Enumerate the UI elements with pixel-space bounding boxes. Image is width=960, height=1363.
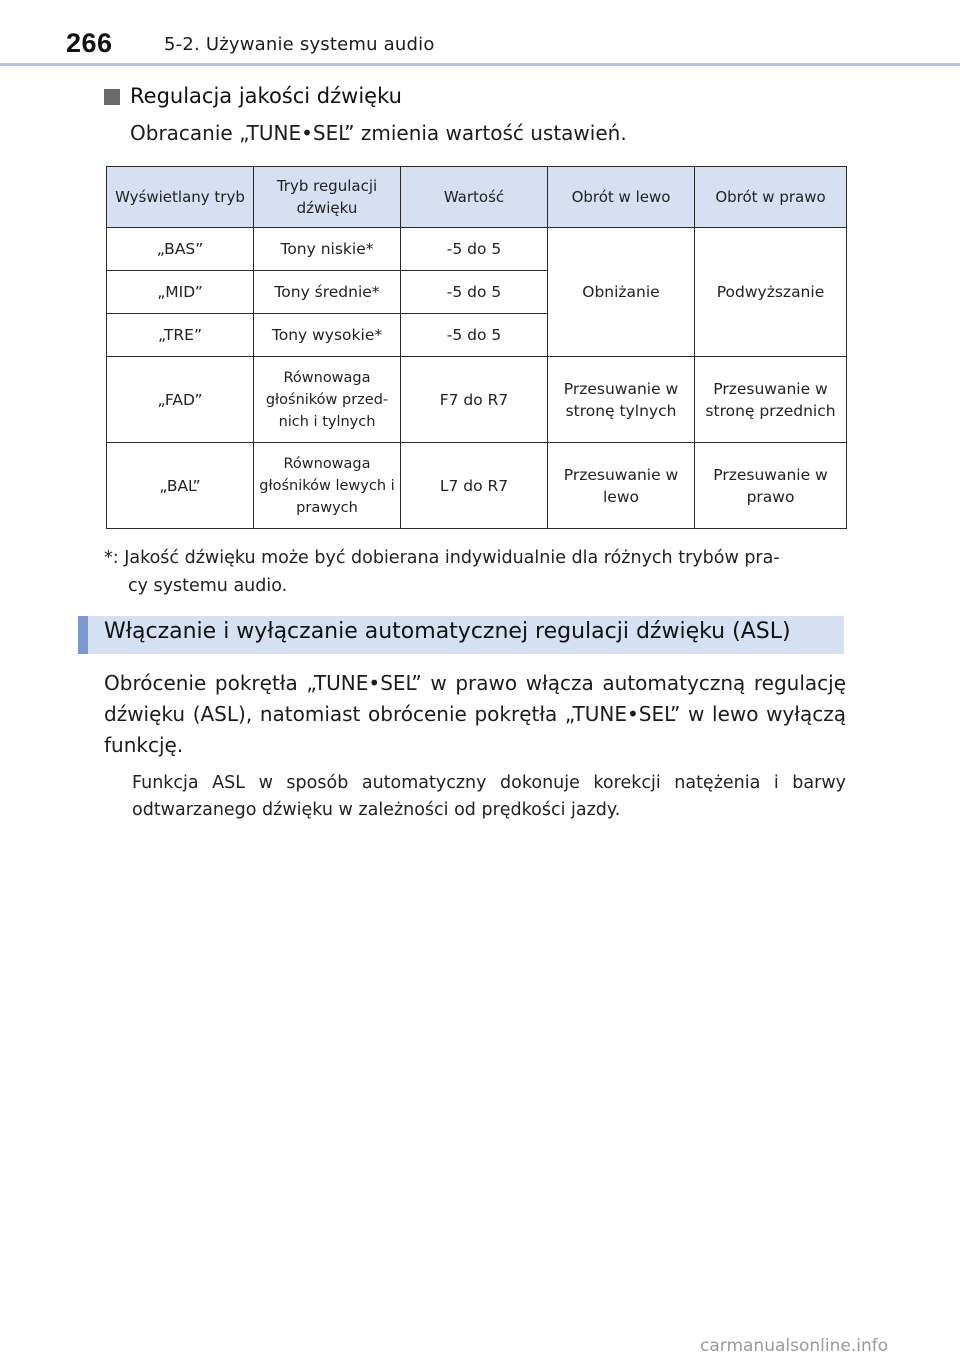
cell-value: -5 do 5 (401, 314, 548, 357)
table-row (107, 228, 847, 271)
table-header-row (107, 167, 847, 228)
cell-mode: „BAS” (107, 228, 254, 271)
cell-value: -5 do 5 (401, 271, 548, 314)
table-footnote (104, 544, 846, 600)
asl-note-text: Funkcja ASL w sposób automatyczny dokonuje korekcji natężenia i barwy odtwarzanego dźwięku w zależności od prędkości jazdy. (132, 773, 846, 820)
sound-quality-heading-text: Regulacja jakości dźwięku (130, 84, 402, 108)
header-adjust-mode: Tryb regulacji dźwięku (254, 167, 401, 228)
header-value: Wartość (401, 167, 548, 228)
cell-tone-right: Podwyższanie (695, 228, 847, 357)
square-bullet-icon (104, 89, 120, 105)
header-turn-left: Obrót w lewo (548, 167, 695, 228)
asl-section-title: Włączanie i wyłączanie automatycznej regulacji dźwięku (ASL) (104, 619, 791, 644)
banner-accent-bar (78, 616, 88, 654)
cell-turn-left: Przesuwanie w lewo (548, 443, 695, 529)
page-header (0, 0, 960, 64)
header-divider (0, 63, 960, 66)
cell-turn-left: Przesuwanie w stronę tylnych (548, 357, 695, 443)
cell-mode: „TRE” (107, 314, 254, 357)
cell-value: -5 do 5 (401, 228, 548, 271)
table-row (107, 443, 847, 529)
sound-quality-heading (104, 84, 402, 108)
cell-mode: „BAL” (107, 443, 254, 529)
cell-mode: „MID” (107, 271, 254, 314)
cell-adjust: Równowaga głośników lewych i prawych (254, 443, 401, 529)
header-turn-right: Obrót w prawo (695, 167, 847, 228)
footnote-line-1: *: Jakość dźwięku może być dobierana indywidualnie dla różnych trybów pra- (104, 548, 780, 568)
cell-adjust: Równowaga głośników przed-nich i tylnych (254, 357, 401, 443)
section-label: 5-2. Używanie systemu audio (164, 34, 435, 55)
header-display-mode: Wyświetlany tryb (107, 167, 254, 228)
sound-settings-table (106, 166, 847, 529)
cell-turn-right: Przesuwanie w prawo (695, 443, 847, 529)
sound-quality-intro: Obracanie „TUNE•SEL” zmienia wartość ustawień. (130, 121, 627, 145)
cell-value: F7 do R7 (401, 357, 548, 443)
cell-mode: „FAD” (107, 357, 254, 443)
cell-adjust: Tony wysokie* (254, 314, 401, 357)
asl-section-banner (78, 616, 844, 654)
page-number: 266 (66, 28, 113, 58)
cell-turn-right: Przesuwanie w stronę przednich (695, 357, 847, 443)
table-row (107, 357, 847, 443)
footnote-line-2: cy systemu audio. (128, 576, 288, 596)
cell-adjust: Tony niskie* (254, 228, 401, 271)
cell-adjust: Tony średnie* (254, 271, 401, 314)
cell-tone-left: Obniżanie (548, 228, 695, 357)
cell-value: L7 do R7 (401, 443, 548, 529)
asl-body-text: Obrócenie pokrętła „TUNE•SEL” w prawo włącza automatyczną regulację dźwięku (ASL), natomiast obrócenie pokrętła „TUNE•SEL” w lewo wyłączą funkcję. (104, 671, 846, 757)
watermark: carmanualsonline.info (700, 1336, 889, 1356)
